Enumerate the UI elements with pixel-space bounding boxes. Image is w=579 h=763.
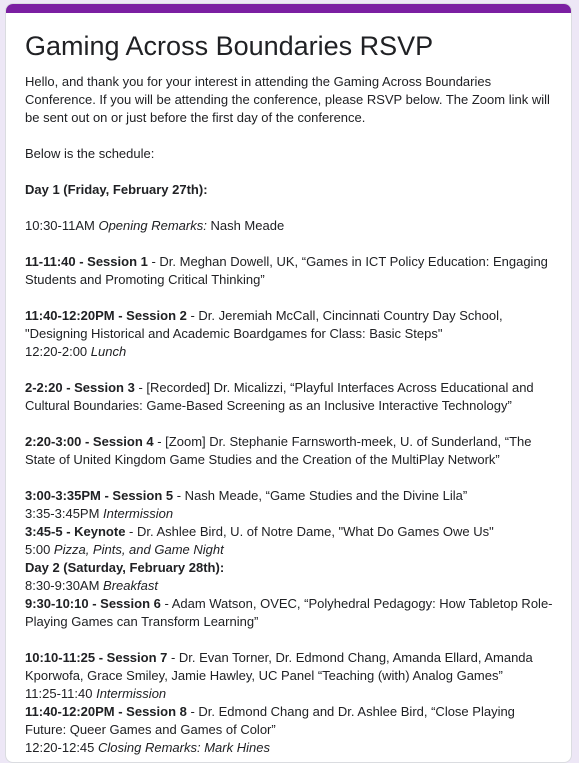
session-8-details: - Dr. Edmond Chang and Dr. Ashlee Bird, “Close Playing Future: Queer Games and Games of Color” (25, 704, 515, 737)
session-8-time: 11:40-12:20PM - Session 8 (25, 704, 187, 719)
game-night-label: Pizza, Pints, and Game Night (53, 542, 224, 557)
keynote-details: - Dr. Ashlee Bird, U. of Notre Dame, "What Do Games Owe Us" (125, 524, 494, 539)
schedule-item-opening (25, 217, 557, 235)
schedule-item-session-2 (25, 307, 557, 343)
session-3-details: - [Recorded] Dr. Micalizzi, “Playful Interfaces Across Educational and Cultural Boundaries: Game-Based Screening as an Inclusive Interactive Technology” (25, 380, 534, 413)
day2-heading: Day 2 (Saturday, February 28th): (25, 560, 225, 575)
intermission-2-label: Intermission (96, 686, 167, 701)
session-1-details: - Dr. Meghan Dowell, UK, “Games in ICT Policy Education: Engaging Students and Promoting Critical Thinking” (25, 254, 548, 287)
lunch-label: Lunch (90, 344, 127, 359)
session-3-time: 2-2:20 - Session 3 (25, 380, 135, 395)
schedule-intro: Below is the schedule: (25, 146, 155, 161)
schedule-item-session-5 (25, 487, 557, 505)
session-6-time: 9:30-10:10 - Session 6 (25, 596, 161, 611)
schedule-item-intermission-2 (25, 685, 557, 703)
schedule-item-game-night (25, 541, 557, 559)
intermission-1-label: Intermission (103, 506, 174, 521)
schedule-item-intermission-1 (25, 505, 557, 523)
form-header-content (25, 13, 557, 757)
schedule-item-session-8 (25, 703, 557, 739)
intermission-1-time: 3:35-3:45PM (25, 506, 104, 521)
session-7-details: - Dr. Evan Torner, Dr. Edmond Chang, Amanda Ellard, Amanda Kporwofa, Grace Smiley, Jamie Hawley, UC Panel “Teaching (with) Analog Games” (25, 650, 533, 683)
schedule-item-session-1 (25, 253, 557, 289)
form-header-card (5, 3, 572, 763)
session-2-details: - Dr. Jeremiah McCall, Cincinnati Country Day School, "Designing Historical and Academic Boardgames for Class: Basic Steps" (25, 308, 503, 341)
session-7-time: 10:10-11:25 - Session 7 (25, 650, 168, 665)
closing-label: Closing Remarks: Mark Hines (98, 740, 270, 755)
opening-label: Opening Remarks: (98, 218, 207, 233)
session-6-details: - Adam Watson, OVEC, “Polyhedral Pedagogy: How Tabletop Role-Playing Games can Transform Learning” (25, 596, 553, 629)
session-4-details: - [Zoom] Dr. Stephanie Farnsworth-meek, U. of Sunderland, “The State of United Kingdom Game Studies and the Creation of the MultiPlay Network” (25, 434, 532, 467)
game-night-time: 5:00 (25, 542, 54, 557)
schedule-item-keynote (25, 523, 557, 541)
intermission-2-time: 11:25-11:40 (25, 686, 97, 701)
day1-heading: Day 1 (Friday, February 27th): (25, 182, 208, 197)
intro-paragraph: Hello, and thank you for your interest in attending the Gaming Across Boundaries Conference. If you will be attending the conference, please RSVP below. The Zoom link will be sent out on or just before the first day of the conference. (25, 74, 550, 125)
form-description (25, 73, 557, 757)
schedule-item-session-4 (25, 433, 557, 469)
session-1-time: 11-11:40 - Session 1 (25, 254, 148, 269)
breakfast-label: Breakfast (103, 578, 158, 593)
accent-bar (6, 4, 571, 13)
opening-time: 10:30-11AM (25, 218, 99, 233)
breakfast-time: 8:30-9:30AM (25, 578, 104, 593)
session-5-details: - Nash Meade, “Game Studies and the Divine Lila” (173, 488, 468, 503)
form-title: Gaming Across Boundaries RSVP (25, 31, 434, 61)
schedule-item-session-3 (25, 379, 557, 415)
schedule-item-closing (25, 739, 557, 757)
session-2-time: 11:40-12:20PM - Session 2 (25, 308, 187, 323)
session-4-time: 2:20-3:00 - Session 4 (25, 434, 154, 449)
closing-time: 12:20-12:45 (25, 740, 99, 755)
schedule-item-session-7 (25, 649, 557, 685)
schedule-item-breakfast (25, 577, 557, 595)
session-5-time: 3:00-3:35PM - Session 5 (25, 488, 174, 503)
opening-speaker: Nash Meade (206, 218, 285, 233)
keynote-time: 3:45-5 - Keynote (25, 524, 126, 539)
schedule-item-lunch (25, 343, 557, 361)
lunch-time: 12:20-2:00 (25, 344, 91, 359)
schedule-item-session-6 (25, 595, 557, 631)
